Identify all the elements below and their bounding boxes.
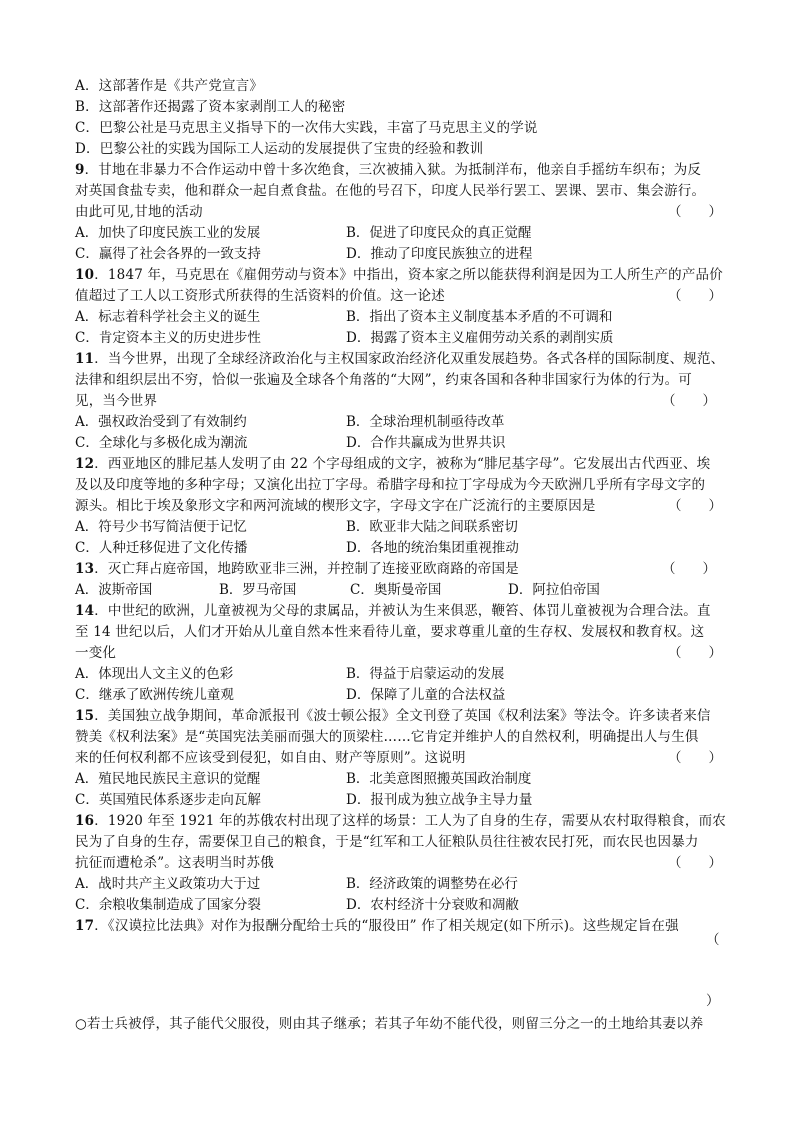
q9-answer-paren: （ ）: [668, 204, 722, 220]
q12-option-d: D．各地的统治集团重视推动: [346, 540, 519, 556]
q11-answer-paren: （ ）: [662, 393, 716, 409]
q13-option-c: C．奥斯曼帝国: [350, 582, 442, 598]
q12-option-c: C．人种迁移促进了文化传播: [75, 540, 248, 556]
q14-option-a: A．体现出人文主义的色彩: [75, 666, 234, 682]
q12-stem-line2: 及以及印度等地的多种字母；又演化出拉丁字母。希腊字母和拉丁字母成为今天欧洲几乎所有字母文字的: [75, 477, 706, 493]
q14-option-c: C．继承了欧洲传统儿童观: [75, 687, 234, 703]
q16-stem-line2: 民为了自身的生存，需要保卫自己的粮食，于是“红军和工人征粮队员往往被农民打死，而农民也因暴力: [75, 834, 699, 850]
q11-number: 11: [75, 351, 95, 367]
q14-stem-line2: 至 14 世纪以后，人们才开始从儿童自然本性来看待儿童，要求尊重儿童的生存权、发展权和教育权。这: [75, 624, 705, 640]
q13-stem-line1: 13．灭亡拜占庭帝国，地跨欧亚非三洲，并控制了连接亚欧商路的帝国是: [75, 561, 519, 577]
q8-option-a: A．这部著作是《共产党宣言》: [75, 78, 264, 94]
q11-option-b: B．全球治理机制亟待改革: [346, 414, 505, 430]
q14-answer-paren: （ ）: [668, 645, 722, 661]
q16-answer-paren: （ ）: [668, 855, 722, 871]
q15-stem-line2: 赞美《权利法案》是“英国宪法美丽而强大的顶梁柱……它肯定并维护人的自然权利，明确提出人与生俱: [75, 729, 699, 745]
q8-option-b: B．这部著作还揭露了资本家剥削工人的秘密: [75, 99, 346, 115]
q15-option-c: C．英国殖民体系逐步走向瓦解: [75, 792, 261, 808]
q14-option-d: D．保障了儿童的合法权益: [346, 687, 506, 703]
q10-stem-line1: 10．1847 年，马克思在《雇佣劳动与资本》中指出，资本家之所以能获得利润是因为工人所生产的产品价: [75, 267, 723, 283]
q16-number: 16: [75, 813, 95, 829]
q17-law-clause: ○若士兵被俘，其子能代父服役，则由其子继承；若其子年幼不能代役，则留三分之一的土地给其妻以养: [75, 1016, 704, 1032]
q15-option-d: D．报刊成为独立战争主导力量: [346, 792, 533, 808]
q8-option-c: C．巴黎公社是马克思主义指导下的一次伟大实践，丰富了马克思主义的学说: [75, 120, 538, 136]
q14-stem-line3: 一变化: [75, 645, 117, 661]
q14-number: 14: [75, 603, 95, 619]
q12-answer-paren: （ ）: [668, 498, 722, 514]
q12-stem-line3: 源头。相比于埃及象形文字和两河流域的楔形文字，字母文字在广泛流行的主要原因是: [75, 498, 596, 514]
q14-stem-line1: 14．中世纪的欧洲，儿童被视为父母的隶属品，并被认为生来俱恶，鞭笞、体罚儿童被视为合理合法。直: [75, 603, 711, 619]
q13-number: 13: [75, 561, 95, 577]
q12-option-b: B．欧亚非大陆之间联系密切: [346, 519, 518, 535]
q14-option-b: B．得益于启蒙运动的发展: [346, 666, 505, 682]
q17-answer-paren-close: ）: [706, 993, 720, 1009]
q12-option-a: A．符号少书写简洁便于记忆: [75, 519, 247, 535]
q9-option-b: B．促进了印度民众的真正觉醒: [346, 225, 532, 241]
q11-option-a: A．强权政治受到了有效制约: [75, 414, 247, 430]
q11-stem-line1: 11．当今世界，出现了全球经济政治化与主权国家政治经济化双重发展趋势。各式各样的国际制度、规范、: [75, 351, 725, 367]
q10-option-a: A．标志着科学社会主义的诞生: [75, 309, 261, 325]
q11-option-d: D．合作共赢成为世界共识: [346, 435, 506, 451]
q11-stem-line3: 见，当今世界: [75, 393, 158, 409]
q16-stem-line1: 16．1920 年至 1921 年的苏俄农村出现了这样的场景：工人为了自身的生存，需要从农村取得粮食，而农: [75, 813, 726, 829]
q9-stem-line2: 对英国食盐专卖，他和群众一起自煮食盐。在他的号召下，印度人民举行罢工、罢课、罢市、集会游行。: [75, 183, 706, 199]
q15-option-a: A．殖民地民族民主意识的觉醒: [75, 771, 261, 787]
q10-option-b: B．指出了资本主义制度基本矛盾的不可调和: [346, 309, 613, 325]
q11-stem-line2: 法律和组织层出不穷，恰似一张遍及全球各个角落的“大网”，约束各国和各种非国家行为体的行为。可: [75, 372, 693, 388]
q13-option-b: B．罗马帝国: [219, 582, 297, 598]
q10-number: 10: [75, 267, 95, 283]
q13-answer-paren: （ ）: [662, 561, 716, 577]
q10-option-c: C．肯定资本主义的历史进步性: [75, 330, 261, 346]
q9-number: 9: [75, 162, 85, 178]
q16-option-d: D．农村经济十分衰败和凋敝: [346, 897, 519, 913]
q16-option-a: A．战时共产主义政策功大于过: [75, 876, 261, 892]
q17-stem-line1: 17．《汉谟拉比法典》对作为报酬分配给士兵的“服役田” 作了相关规定(如下所示)。这些规定旨在强: [75, 918, 679, 934]
q15-stem-line3: 来的任何权利都不应该受到侵犯，如自由、财产等原则”。这说明: [75, 750, 466, 766]
q9-stem-line3: 由此可见,甘地的活动: [75, 204, 203, 220]
q15-option-b: B．北美意图照搬英国政治制度: [346, 771, 532, 787]
q15-stem-line1: 15．美国独立战争期间，革命派报刊《波士顿公报》全文刊登了英国《权利法案》等法令。许多读者来信: [75, 708, 711, 724]
q16-option-b: B．经济政策的调整势在必行: [346, 876, 518, 892]
q8-option-d: D．巴黎公社的实践为国际工人运动的发展提供了宝贵的经验和教训: [75, 141, 484, 157]
q9-stem-line1: 9．甘地在非暴力不合作运动中曾十多次绝食，三次被捕入狱。为抵制洋布，他亲自手摇纺车织布；为反: [75, 162, 702, 178]
q13-option-d: D．阿拉伯帝国: [508, 582, 600, 598]
q15-answer-paren: （ ）: [668, 750, 722, 766]
q9-option-c: C．赢得了社会各界的一致支持: [75, 246, 261, 262]
q10-answer-paren: （ ）: [668, 288, 722, 304]
q12-stem-line1: 12．西亚地区的腓尼基人发明了由 22 个字母组成的文字，被称为“腓尼基字母”。它发展出古代西亚、埃: [75, 456, 711, 472]
q12-number: 12: [75, 456, 95, 472]
q10-stem-line2: 值超过了工人以工资形式所获得的生活资料的价值。这一论述: [75, 288, 445, 304]
q15-number: 15: [75, 708, 95, 724]
q17-answer-paren-open: （: [706, 932, 720, 948]
q9-option-a: A．加快了印度民族工业的发展: [75, 225, 261, 241]
q17-number: 17: [75, 918, 95, 934]
q9-option-d: D．推动了印度民族独立的进程: [346, 246, 533, 262]
q16-stem-line3: 抗征而遭枪杀”。这表明当时苏俄: [75, 855, 274, 871]
q13-option-a: A．波斯帝国: [75, 582, 153, 598]
q16-option-c: C．余粮收集制造成了国家分裂: [75, 897, 261, 913]
q10-option-d: D．揭露了资本主义雇佣劳动关系的剥削实质: [346, 330, 614, 346]
q11-option-c: C．全球化与多极化成为潮流: [75, 435, 248, 451]
